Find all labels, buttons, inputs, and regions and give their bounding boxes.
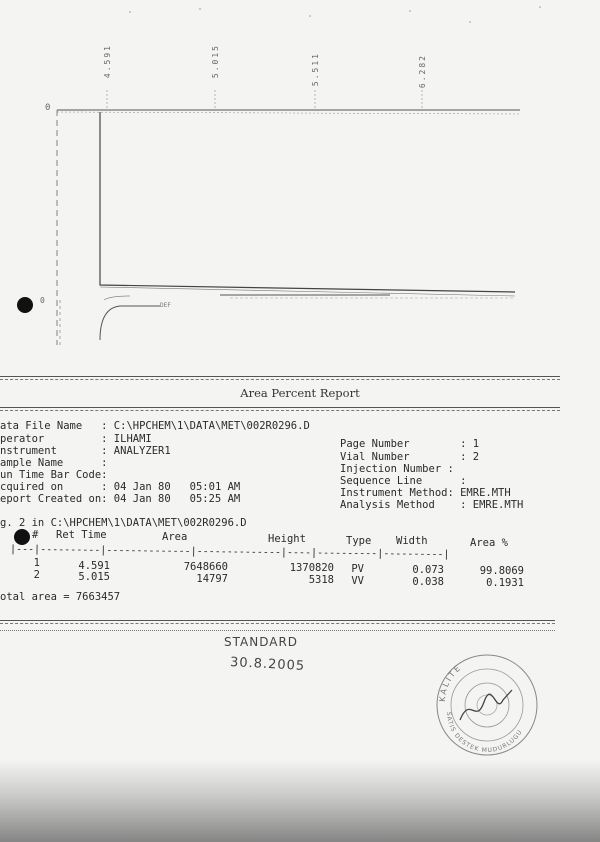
field-instrument: nstrument : ANALYZER1 [0, 445, 171, 457]
table-separator: |---|----------|--------------|--------------|----|----------|----------| [9, 544, 450, 561]
svg-text:SATIS DESTEK MUDURLUGU [445, 712, 524, 754]
lower-tag: DEF [160, 302, 171, 309]
report-title: Area Percent Report [240, 386, 360, 400]
chromatogram [0, 0, 600, 360]
rule-title-2 [0, 410, 560, 411]
field-run-time-bar-code: un Time Bar Code: [0, 469, 108, 481]
col-header-number: # [32, 529, 39, 541]
field-acquired-on: cquired on : 04 Jan 80 05:01 AM [0, 481, 241, 493]
main-peak [100, 112, 515, 292]
cell-area: 7648660 [183, 561, 228, 573]
svg-text:KALITE [438, 663, 464, 703]
cell-height: 1370820 [289, 562, 334, 574]
cell-type: VV [351, 575, 364, 587]
handwritten-standard: STANDARD [224, 635, 299, 649]
cell-width: 0.073 [412, 564, 444, 576]
cell-ret-time: 4.591 [78, 560, 110, 572]
handwritten-date: 30.8.2005 [229, 655, 306, 674]
cell-area: 14797 [196, 573, 228, 585]
col-header-area-percent: Area % [470, 537, 508, 549]
rule-title-1 [0, 407, 560, 408]
field-page-number: Page Number : 1 [340, 438, 480, 450]
rule-bottom-2 [0, 623, 555, 624]
scan-shadow [0, 760, 600, 842]
lower-zero-label: 0 [40, 296, 45, 305]
signal-line: g. 2 in C:\HPCHEM\1\DATA\MET\002R0296.D [0, 517, 247, 529]
col-header-width: Width [396, 535, 428, 547]
cell-height: 5318 [308, 574, 334, 586]
lower-peak [100, 306, 160, 340]
punch-hole-bottom [14, 529, 30, 545]
col-header-area: Area [162, 531, 188, 543]
col-header-type: Type [346, 535, 372, 547]
rule-bottom-1 [0, 620, 555, 621]
cell-number: 1 [33, 557, 40, 569]
punch-hole-top [17, 297, 33, 313]
total-area: otal area = 7663457 [0, 591, 121, 603]
cell-ret-time: 5.015 [78, 571, 110, 583]
stamp-bottom-text: SATIS DESTEK MUDURLUGU [444, 711, 524, 755]
cell-width: 0.038 [412, 576, 444, 588]
cell-area-percent: 0.1931 [486, 577, 524, 589]
peak-label-1: 4.591 [103, 44, 112, 79]
peak-label-4: 6.282 [418, 54, 427, 89]
cell-type: PV [351, 563, 364, 575]
field-report-created: eport Created on: 04 Jan 80 05:25 AM [0, 493, 241, 505]
col-header-height: Height [268, 533, 306, 545]
field-analysis-method: Analysis Method : EMRE.MTH [340, 499, 524, 511]
field-instrument-method: Instrument Method: EMRE.MTH [340, 487, 511, 499]
field-vial-number: Vial Number : 2 [340, 451, 480, 463]
field-data-file: ata File Name : C:\HPCHEM\1\DATA\MET\002R0296.D [0, 420, 310, 432]
signature [460, 690, 512, 720]
peak-label-2: 5.015 [211, 44, 220, 79]
col-header-ret-time: Ret Time [56, 529, 107, 541]
field-sequence-line: Sequence Line : [340, 475, 467, 487]
scan-noise [129, 6, 541, 23]
stamp-top-text: KALITE [437, 662, 464, 703]
field-operator: perator : ILHAMI [0, 433, 152, 445]
field-injection-number: Injection Number : [340, 463, 454, 475]
cell-area-percent: 99.8069 [479, 565, 524, 577]
rule-top-2 [0, 379, 560, 380]
rule-top-1 [0, 376, 560, 377]
field-sample-name: ample Name : [0, 457, 108, 469]
rule-bottom-3 [0, 630, 555, 631]
baseline-zero-label: 0 [45, 103, 51, 113]
peak-label-3: 5.511 [311, 52, 320, 87]
cell-number: 2 [33, 569, 40, 581]
